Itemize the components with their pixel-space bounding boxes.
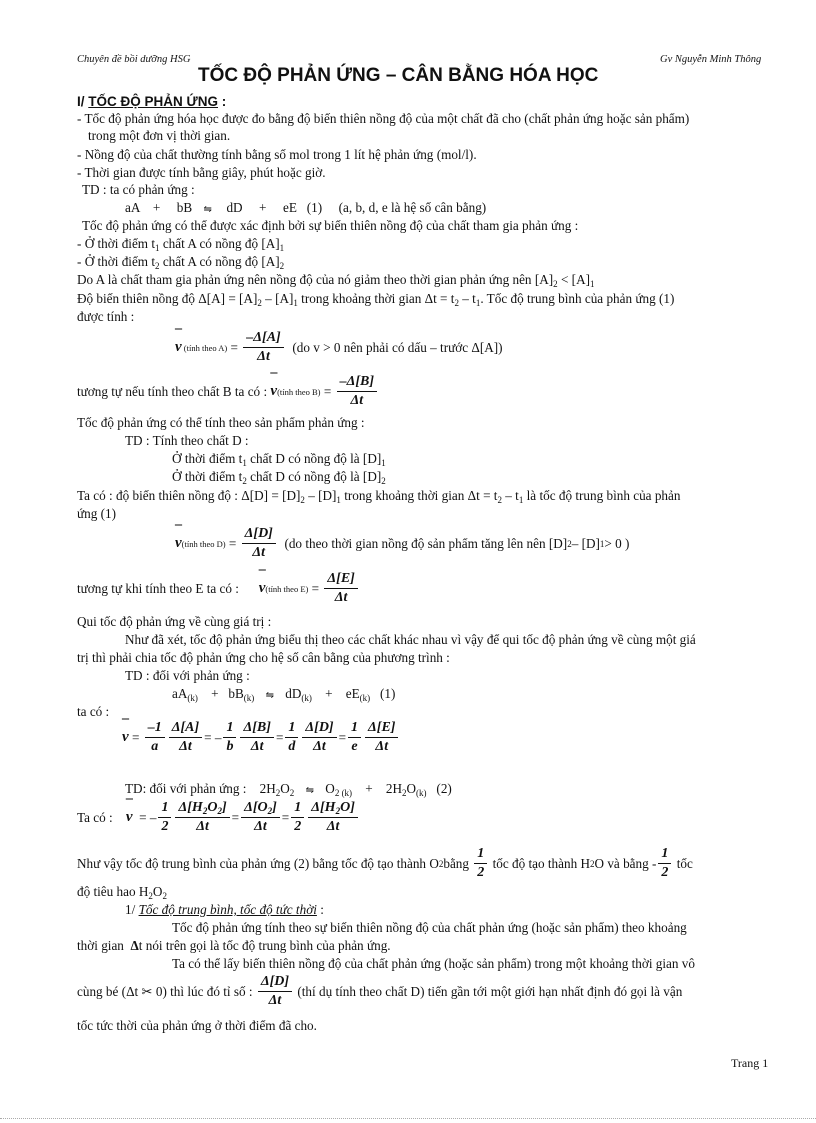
line-17a: Ta có : độ biến thiên nồng độ : $\Delta[D] = [D]_2 - [D]_1$ trong khoảng thời gian $\Delta t = t_2 - t_1$ là tốc độ trung bình của phản bbox=[77, 488, 681, 505]
formula-vD: ¯ v (tính theo D) = $\frac{\Delta[D]}{\Delta t}$ (do theo thời gian nồng độ sản phẩm tăng lên nên [D] 2 – [D] 1 > 0 ) bbox=[175, 526, 629, 561]
line-30d: tốc tức thời của phản ứng ở thời điểm đã cho. bbox=[77, 1018, 317, 1033]
reaction-h2o2: TD: đối với phản ứng : $2H_2O_2$ ⇋ $O_{2 (k)}$ + $2H_2O_{(k)}$ (2) bbox=[125, 781, 452, 798]
line-14: TD : Tính theo chất D : bbox=[125, 433, 249, 448]
line-30b: cùng bé (Δt ✂ 0) thì lúc đó tỉ số : $\frac{\Delta[D]}{\Delta t}$ (thí dụ tính theo chất D) tiến gần tới một giới hạn nhất định đó gọi là vận bbox=[77, 974, 683, 1008]
formula-vE: tương tự khi tính theo E ta có : ¯ v (tính theo E) = $\frac{\Delta[E]}{\Delta t}$ bbox=[77, 571, 360, 606]
line-1b: trong một đơn vị thời gian. bbox=[88, 128, 231, 143]
header-right: Gv Nguyễn Minh Thông bbox=[660, 54, 762, 65]
section-heading: I/ TỐC ĐỘ PHẢN ỨNG : bbox=[77, 94, 227, 109]
line-1a: - Tốc độ phản ứng hóa học được đo bằng độ biến thiên nồng độ của một chất đã cho (chất phản ứng hoặc sản phẩm) bbox=[77, 111, 690, 126]
header-left: Chuyên đề bồi dưỡng HSG bbox=[77, 54, 191, 65]
line-8: - Ở thời điểm $t_2$ chất A có nồng độ $[A]_2$ bbox=[77, 254, 285, 271]
line-16: Ở thời điểm $t_2$ chất D có nồng độ là $[D]_2$ bbox=[172, 469, 386, 486]
note-A: (do v > 0 nên phải có dấu – trước Δ[A]) bbox=[292, 339, 503, 355]
formula-vA: ¯ v (tính theo A) = $\frac{-\Delta[A]}{\Delta t}$ (do v > 0 nên phải có dấu – trước Δ[A]) bbox=[175, 330, 503, 365]
line-3: - Thời gian được tính bằng giây, phút hoặc giờ. bbox=[77, 165, 326, 180]
formula-general: ¯ v = $\frac{-1}{a}$ $\frac{\Delta[A]}{\Delta t}$ = – $\frac{1}{b}$ $\frac{\Delta[B]}{\Delta t}$ = $\frac{1}{d}$ $\frac{\Delta[D]}{\Delta t}$ = $\frac{1}{e}$ $\frac{\Delta[E]}{\Delta t}$ bbox=[122, 720, 400, 755]
line-22: TD : đối với phản ứng : bbox=[125, 668, 250, 683]
line-17b: ứng (1) bbox=[77, 506, 117, 521]
bottom-divider bbox=[0, 1118, 816, 1119]
reaction-general: $aA_{(k)}$ + $bB_{(k)}$ ⇋ $dD_{(k)}$ + $eE_{(k)}$ (1) bbox=[172, 686, 396, 703]
line-6: Tốc độ phản ứng có thể được xác định bởi sự biến thiên nồng độ của chất tham gia phản ứng : bbox=[82, 218, 579, 233]
reaction-1: aA + bB ⇋ dD + eE (1) (a, b, d, e là hệ số cân bằng) bbox=[125, 200, 487, 215]
formula-vB: tương tự nếu tính theo chất B ta có : ¯ v (tính theo B) = $\frac{-\Delta[B]}{\Delta t}$ bbox=[77, 374, 379, 409]
line-9: Do A là chất tham gia phản ứng nên nồng độ của nó giảm theo thời gian phản ứng nên $[A]_2 < [A]_1$ bbox=[77, 272, 595, 289]
line-27b: độ tiêu hao $H_2O_2$ bbox=[77, 884, 167, 901]
line-21b: trị thì phải chia tốc độ phản ứng cho hệ số cân bằng của phương trình : bbox=[77, 650, 450, 665]
line-20: Qui tốc độ phản ứng về cùng giá trị : bbox=[77, 614, 272, 629]
line-29b: thời gian Δt nói trên gọi là tốc độ trung bình của phản ứng. bbox=[77, 938, 391, 953]
line-21a: Như đã xét, tốc độ phản ứng biểu thị theo các chất khác nhau vì vậy để qui tốc độ phản ứng về cùng một giá bbox=[125, 632, 696, 647]
coeff-note: (a, b, d, e là hệ số cân bằng) bbox=[338, 200, 487, 215]
line-27a: Như vậy tốc độ trung bình của phản ứng (2) bằng tốc độ tạo thành O 2 bằng $\frac{1}{2}$ tốc độ tạo thành H 2 O và bằng - $\frac{1}{2}$ tốc bbox=[77, 846, 693, 880]
line-7: - Ở thời điểm $t_1$ chất A có nồng độ $[A]_1$ bbox=[77, 236, 285, 253]
formula-h2o2: Ta có : ¯ v = – $\frac{1}{2}$ $\frac{\Delta[H_2O_2]}{\Delta t}$ = $\frac{\Delta[O_2]}{\Delta t}$ = $\frac{1}{2}$ $\frac{\Delta[H_2O]}{\Delta t}$ bbox=[77, 800, 360, 835]
subsection-1: 1/ Tốc độ trung bình, tốc độ tức thời : bbox=[125, 902, 324, 917]
page-title: TỐC ĐỘ PHẢN ỨNG – CÂN BẰNG HÓA HỌC bbox=[198, 65, 599, 86]
line-11: được tính : bbox=[77, 309, 135, 324]
line-4: TD : ta có phản ứng : bbox=[82, 182, 195, 197]
line-10: Độ biến thiên nồng độ $\Delta[A] = [A]_2 - [A]_1$ trong khoảng thời gian $\Delta t = t_2 - t_1$. Tốc độ trung bình của phản ứng (1) bbox=[77, 291, 675, 308]
line-2: - Nồng độ của chất thường tính bằng số mol trong 1 lít hệ phản ứng (mol/l). bbox=[77, 147, 477, 162]
line-29a: Tốc độ phản ứng tính theo sự biến thiên nồng độ của chất phản ứng (hoặc sản phẩm) theo khoảng bbox=[172, 920, 687, 935]
line-15: Ở thời điểm $t_1$ chất D có nồng độ là $[D]_1$ bbox=[172, 451, 386, 468]
line-24: ta có : bbox=[77, 704, 110, 719]
line-13: Tốc độ phản ứng có thể tính theo sản phẩm phản ứng : bbox=[77, 415, 365, 430]
line-30a: Ta có thể lấy biến thiên nồng độ của chất phản ứng (hoặc sản phẩm) trong một khoảng thời gian vô bbox=[172, 956, 695, 971]
page-number: Trang 1 bbox=[731, 1056, 769, 1070]
